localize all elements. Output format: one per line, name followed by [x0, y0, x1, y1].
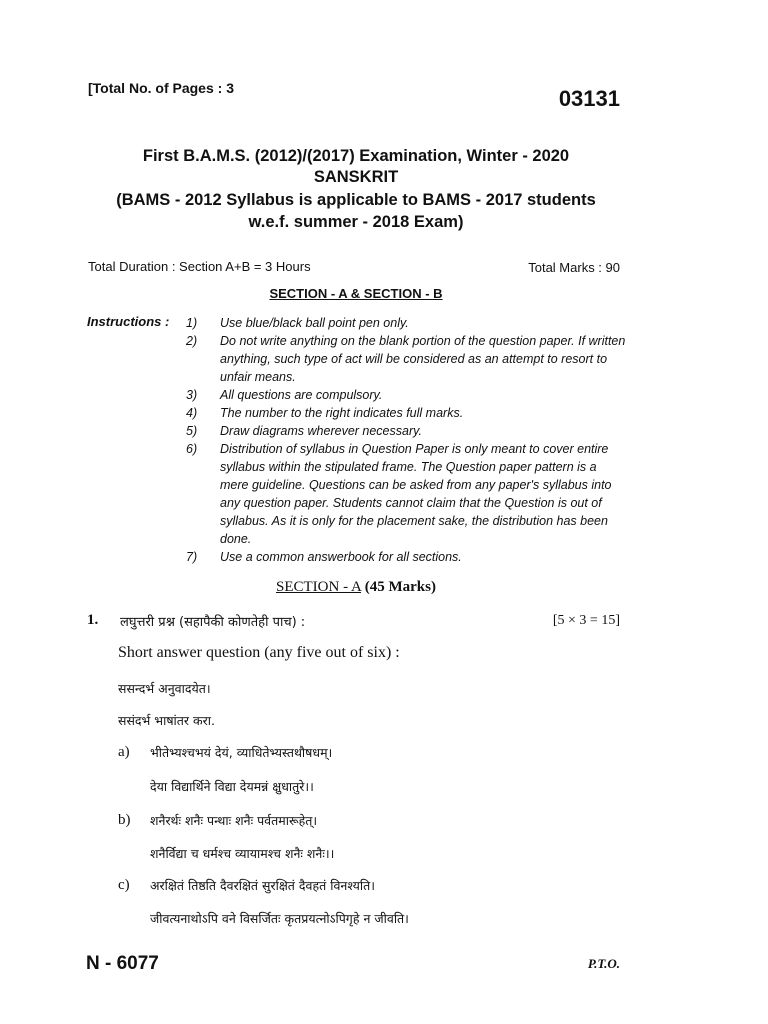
exam-title: First B.A.M.S. (2012)/(2017) Examination, Winter - 2020 [142, 147, 570, 165]
instruction-item [186, 422, 626, 440]
instruction-text: Use blue/black ball point pen only. [220, 316, 409, 330]
section-a-marks: (45 Marks) [364, 579, 436, 595]
instruction-item [186, 332, 626, 386]
shloka-line: शनैर्विद्या च धर्मश्च व्यायामश्च शनैः शनैः।। [150, 846, 335, 861]
instruction-text: Draw diagrams wherever necessary. [220, 424, 422, 438]
instruction-text: Use a common answerbook for all sections. [220, 550, 462, 564]
pto-label: P.T.O. [587, 956, 620, 971]
part-label: b) [118, 812, 131, 828]
instruction-text: All questions are compulsory. [220, 388, 383, 402]
instructions-list [186, 314, 626, 566]
instruction-item [186, 314, 626, 332]
question-hindi-prompt: लघुत्तरी प्रश्न (सहापैकी कोणतेही पाच) : [120, 615, 306, 630]
instruction-text: The number to the right indicates full marks. [220, 406, 464, 420]
instruction-item [186, 548, 626, 566]
instruction-number: 6) [186, 442, 198, 456]
instruction-number: 7) [186, 550, 198, 564]
section-heading: SECTION - A & SECTION - B [269, 286, 443, 301]
part-label: c) [118, 877, 130, 893]
instruction-number: 4) [186, 406, 198, 420]
shloka-line: जीवत्यनाथोऽपि वने विसर्जितः कृतप्रयत्नोऽपिगृहे न जीवति। [150, 911, 409, 926]
syllabus-note-line2: w.e.f. summer - 2018 Exam) [248, 213, 464, 231]
instruction-text: Distribution of syllabus in Question Paper is only meant to cover entire syllabus within the stipulated frame. The Question paper pattern is a mere guideline. Questions can be asked from any paper's syllabus into any question paper. Students cannot claim that the Question is out of syllabus. As it is only for the placement sake, the distribution has been done. [220, 442, 612, 546]
instruction-number: 2) [186, 334, 198, 348]
total-pages: [Total No. of Pages : 3 [88, 80, 234, 96]
question-marks: [5 × 3 = 15] [552, 613, 620, 628]
subject-title: SANSKRIT [313, 168, 399, 186]
instruction-item [186, 386, 626, 404]
instruction-text: Do not write anything on the blank portion of the question paper. If written anything, such type of act will be considered as an attempt to resort to unfair means. [220, 334, 626, 384]
instruction-number: 3) [186, 388, 198, 402]
question-number: 1. [87, 612, 99, 628]
total-duration: Total Duration : Section A+B = 3 Hours [88, 259, 311, 274]
syllabus-note-line1: (BAMS - 2012 Syllabus is applicable to BAMS - 2017 students [116, 191, 596, 209]
shloka-line: देया विद्यार्थिने विद्या देयमन्नं क्षुधातुरे।। [150, 779, 314, 794]
shloka-line: अरक्षितं तिष्ठति दैवरक्षितं सुरक्षितं दैवहतं विनश्यति। [150, 878, 375, 893]
part-label: a) [118, 744, 130, 760]
paper-code: 03131 [558, 86, 620, 111]
instruction-number: 1) [186, 316, 198, 330]
shloka-line: भीतेभ्यश्चभयं देयं, व्याधितेभ्यस्तथौषधम्। [150, 745, 333, 760]
instruction-item [186, 440, 626, 548]
section-a-title: SECTION - A [275, 579, 361, 595]
section-a-heading [0, 579, 712, 596]
footer-code: N - 6077 [86, 953, 159, 974]
shloka-line: शनैरर्थः शनैः पन्थाः शनैः पर्वतमारूहेत्। [150, 813, 318, 828]
instructions-label: Instructions : [87, 314, 170, 329]
question-english-prompt: Short answer question (any five out of six) : [118, 644, 400, 661]
instruction-number: 5) [186, 424, 198, 438]
marathi-instruction: ससंदर्भ भाषांतर करा. [118, 713, 215, 728]
sanskrit-instruction: ससन्दर्भ अनुवादयेत। [118, 681, 211, 696]
total-marks: Total Marks : 90 [528, 260, 620, 275]
instruction-item [186, 404, 626, 422]
